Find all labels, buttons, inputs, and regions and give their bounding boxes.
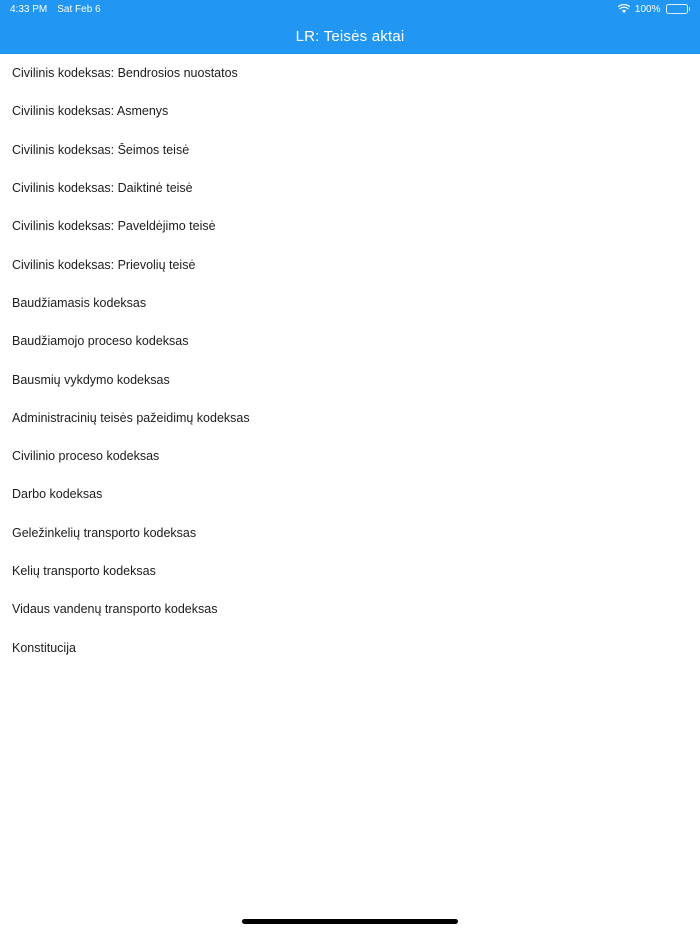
list-item-label: Civilinis kodeksas: Asmenys <box>12 104 169 119</box>
page-title: LR: Teisės aktai <box>295 27 405 45</box>
list-item-label: Civilinis kodeksas: Bendrosios nuostatos <box>12 66 238 81</box>
list-item-label: Civilinis kodeksas: Paveldėjimo teisė <box>12 219 216 234</box>
document-list[interactable] <box>0 54 700 908</box>
list-item[interactable] <box>0 322 700 360</box>
list-item-label: Administracinių teisės pažeidimų kodeksas <box>12 410 250 425</box>
list-item[interactable] <box>0 92 700 130</box>
list-item-label: Kelių transporto kodeksas <box>12 564 156 578</box>
home-indicator[interactable] <box>242 919 458 924</box>
list-item-label: Civilinis kodeksas: Prievolių teisė <box>12 257 196 272</box>
list-item[interactable] <box>0 54 700 92</box>
list-item[interactable] <box>0 245 700 283</box>
battery-shell <box>666 4 688 14</box>
list-item-label: Civilinio proceso kodeksas <box>12 449 160 464</box>
list-item[interactable] <box>0 284 700 322</box>
list-item[interactable] <box>0 552 700 590</box>
battery-percent-label: 100% <box>634 3 661 15</box>
status-date: Sat Feb 6 <box>57 3 101 15</box>
list-item[interactable] <box>0 475 700 513</box>
list-item-label: Vidaus vandenų transporto kodeksas <box>12 602 218 617</box>
list-item[interactable] <box>0 437 700 475</box>
list-item[interactable] <box>0 514 700 552</box>
list-item[interactable] <box>0 131 700 169</box>
list-item-label: Darbo kodeksas <box>12 487 103 502</box>
list-item-label: Konstitucija <box>12 640 76 655</box>
list-item[interactable] <box>0 207 700 245</box>
list-item[interactable] <box>0 590 700 628</box>
list-item-label: Bausmių vykdymo kodeksas <box>12 372 170 387</box>
list-item[interactable] <box>0 360 700 398</box>
status-bar-right <box>618 4 690 15</box>
home-indicator-area <box>0 908 700 934</box>
list-item[interactable] <box>0 628 700 666</box>
list-item-label: Geležinkelių transporto kodeksas <box>12 525 197 540</box>
status-time: 4:33 PM <box>10 3 48 15</box>
list-item[interactable] <box>0 169 700 207</box>
list-item-label: Civilinis kodeksas: Šeimos teisė <box>12 142 190 157</box>
battery-icon <box>666 4 691 14</box>
list-item-label: Baudžiamojo proceso kodeksas <box>12 334 189 349</box>
status-bar-left <box>10 4 101 15</box>
wifi-icon <box>618 4 630 14</box>
battery-cap <box>689 7 691 11</box>
list-item[interactable] <box>0 399 700 437</box>
list-item-label: Baudžiamasis kodeksas <box>12 295 147 310</box>
list-item-label: Civilinis kodeksas: Daiktinė teisė <box>12 181 193 196</box>
title-bar <box>0 18 700 54</box>
status-bar <box>0 0 700 18</box>
